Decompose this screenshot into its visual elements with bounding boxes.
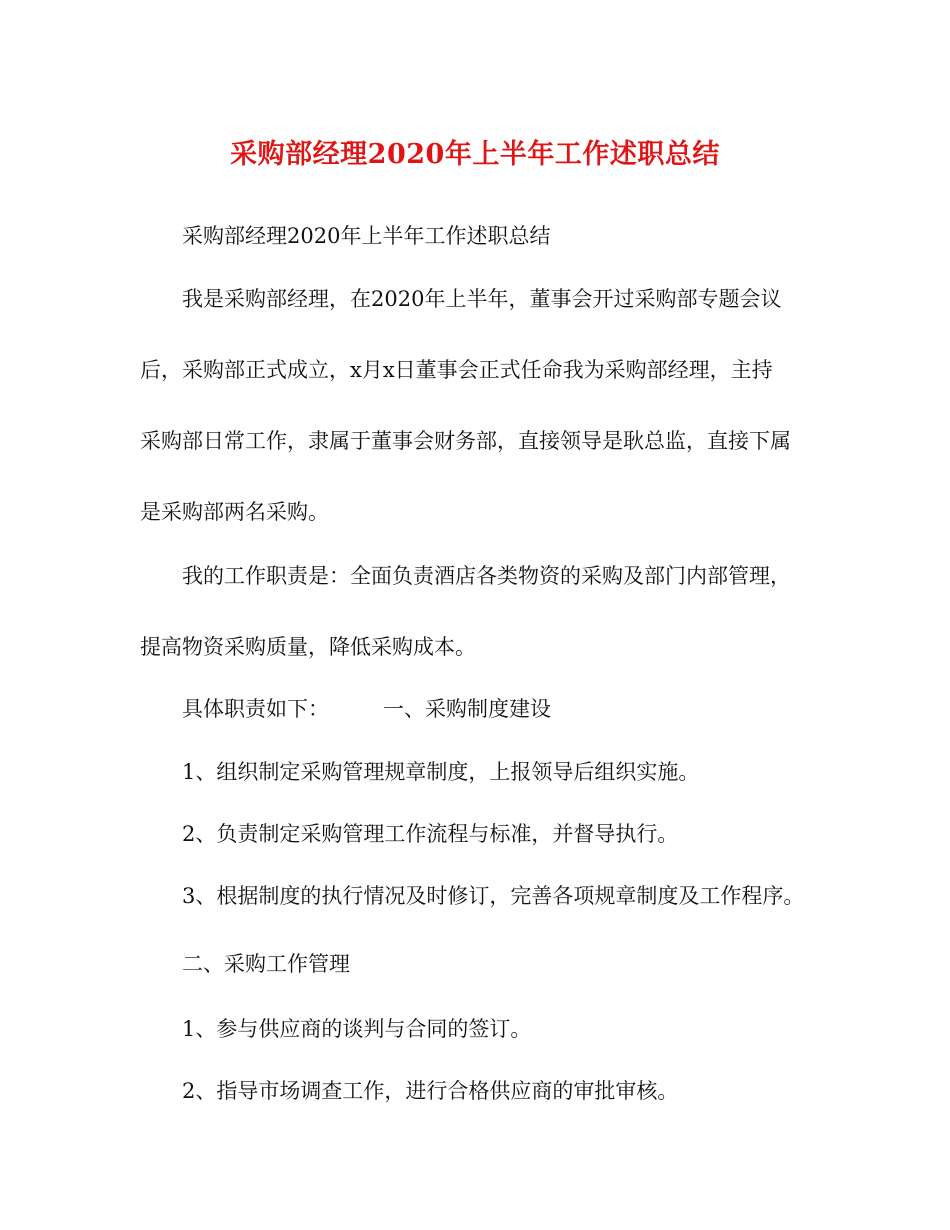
paragraph-intro-line-4: 是采购部两名采购。 — [140, 500, 329, 524]
list-item-1-3: 3、根据制度的执行情况及时修订，完善各项规章制度及工作程序。 — [182, 884, 805, 908]
section-heading-1: 一、采购制度建设 — [383, 697, 551, 721]
paragraph-intro-line-2: 后，采购部正式成立，x月x日董事会正式任命我为采购部经理，主持 — [140, 358, 773, 382]
paragraph-intro-line-1: 我是采购部经理，在2020年上半年，董事会开过采购部专题会议 — [182, 287, 782, 311]
paragraph-duties-line-2: 提高物资采购质量，降低采购成本。 — [140, 635, 476, 659]
paragraph-duties-line-1: 我的工作职责是：全面负责酒店各类物资的采购及部门内部管理， — [182, 564, 791, 588]
paragraph-subtitle: 采购部经理2020年上半年工作述职总结 — [182, 224, 551, 248]
list-item-1-1: 1、组织制定采购管理规章制度，上报领导后组织实施。 — [182, 760, 700, 784]
list-item-2-2: 2、指导市场调查工作，进行合格供应商的审批审核。 — [182, 1079, 679, 1103]
document-title: 采购部经理2020年上半年工作述职总结 — [230, 139, 720, 170]
section-heading-2: 二、采购工作管理 — [182, 952, 350, 976]
specific-duties-label: 具体职责如下： — [182, 697, 329, 721]
list-item-2-1: 1、参与供应商的谈判与合同的签订。 — [182, 1017, 532, 1041]
paragraph-specific-duties — [182, 695, 551, 723]
list-item-1-2: 2、负责制定采购管理工作流程与标准，并督导执行。 — [182, 822, 679, 846]
paragraph-intro-line-3: 采购部日常工作，隶属于董事会财务部，直接领导是耿总监，直接下属 — [140, 429, 791, 453]
